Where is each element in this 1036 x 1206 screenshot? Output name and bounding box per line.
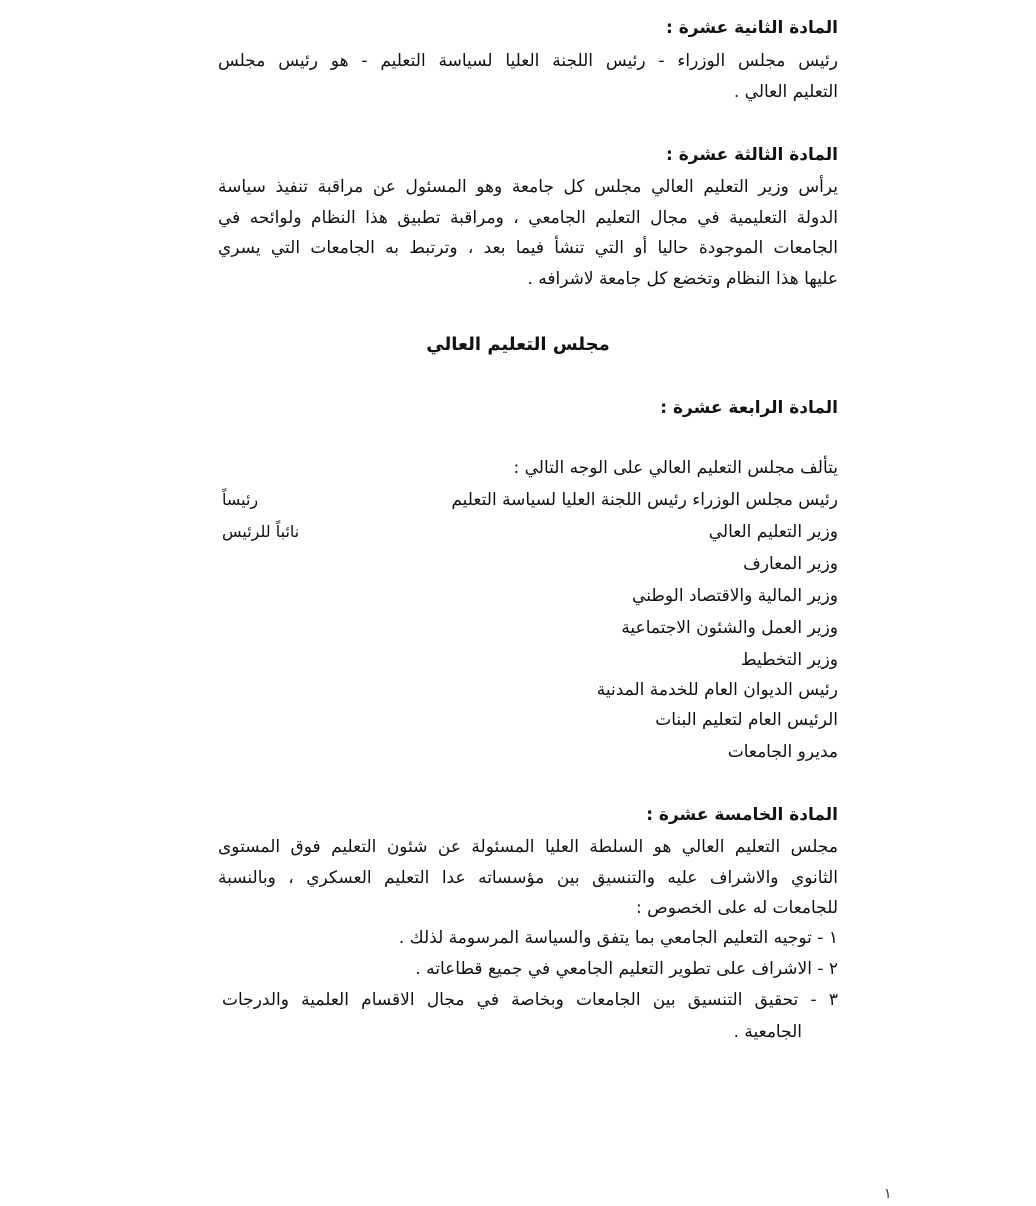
member-6: وزير التخطيط xyxy=(740,650,838,670)
article-12-heading: المادة الثانية عشرة : xyxy=(666,18,838,38)
article-13-line-4: عليها هذا النظام وتخضع كل جامعة لاشرافه . xyxy=(527,268,838,289)
article-13-line-3: الجامعات الموجودة حاليا أو التي تنشأ فيما بعد ، وترتبط به الجامعات التي يسري xyxy=(218,238,838,258)
member-8: الرئيس العام لتعليم البنات xyxy=(655,710,838,730)
article-13-line-2: الدولة التعليمية في مجال التعليم الجامعي ، ومراقبة تطبيق هذا النظام ولوائحه في xyxy=(218,207,838,228)
member-4: وزير المالية والاقتصاد الوطني xyxy=(632,586,838,606)
article-15-body xyxy=(218,832,838,924)
page-mark: ١ xyxy=(884,1186,892,1202)
article-14-intro: يتألف مجلس التعليم العالي على الوجه التالي : xyxy=(513,458,838,478)
article-15-item-1: ١ - توجيه التعليم الجامعي بما يتفق والسياسة المرسومة لذلك . xyxy=(398,928,838,948)
section-title: مجلس التعليم العالي xyxy=(426,334,610,355)
article-13-heading: المادة الثالثة عشرة : xyxy=(666,145,838,165)
article-13-line-1: يرأس وزير التعليم العالي مجلس كل جامعة وهو المسئول عن مراقبة تنفيذ سياسة xyxy=(218,177,838,197)
article-14-heading: المادة الرابعة عشرة : xyxy=(660,398,838,418)
member-9: مديرو الجامعات xyxy=(727,742,838,762)
article-12-body xyxy=(218,46,838,107)
member-3: وزير المعارف xyxy=(743,554,838,574)
article-12-line-2: التعليم العالي . xyxy=(733,81,838,102)
article-15-line-1: مجلس التعليم العالي هو السلطة العليا المسئولة عن شئون التعليم فوق المستوى xyxy=(218,837,838,857)
article-15-line-2: الثانوي والاشراف عليه والتنسيق بين مؤسساته عدا التعليم العسكري ، وبالنسبة xyxy=(218,867,838,888)
article-15-heading: المادة الخامسة عشرة : xyxy=(646,805,838,825)
member-7: رئيس الديوان العام للخدمة المدنية xyxy=(596,680,838,700)
member-5: وزير العمل والشئون الاجتماعية xyxy=(621,618,838,638)
member-2: وزير التعليم العالي xyxy=(708,522,838,542)
article-12-line-1: رئيس مجلس الوزراء - رئيس اللجنة العليا لسياسة التعليم - هو رئيس مجلس xyxy=(218,51,838,71)
member-2-role: نائباً للرئيس xyxy=(222,522,300,541)
article-15-item-3: ٣ - تحقيق التنسيق بين الجامعات وبخاصة في مجال الاقسام العلمية والدرجات xyxy=(222,990,838,1010)
article-15-item-3-cont: الجامعية . xyxy=(733,1022,802,1042)
article-15-line-3: للجامعات له على الخصوص : xyxy=(636,898,838,918)
member-1-role: رئيساً xyxy=(222,490,259,509)
member-1: رئيس مجلس الوزراء رئيس اللجنة العليا لسياسة التعليم xyxy=(451,490,838,510)
article-13-body xyxy=(218,172,838,294)
check-mark-icon xyxy=(92,0,108,7)
article-15-item-2: ٢ - الاشراف على تطوير التعليم الجامعي في جميع قطاعاته . xyxy=(415,959,838,979)
